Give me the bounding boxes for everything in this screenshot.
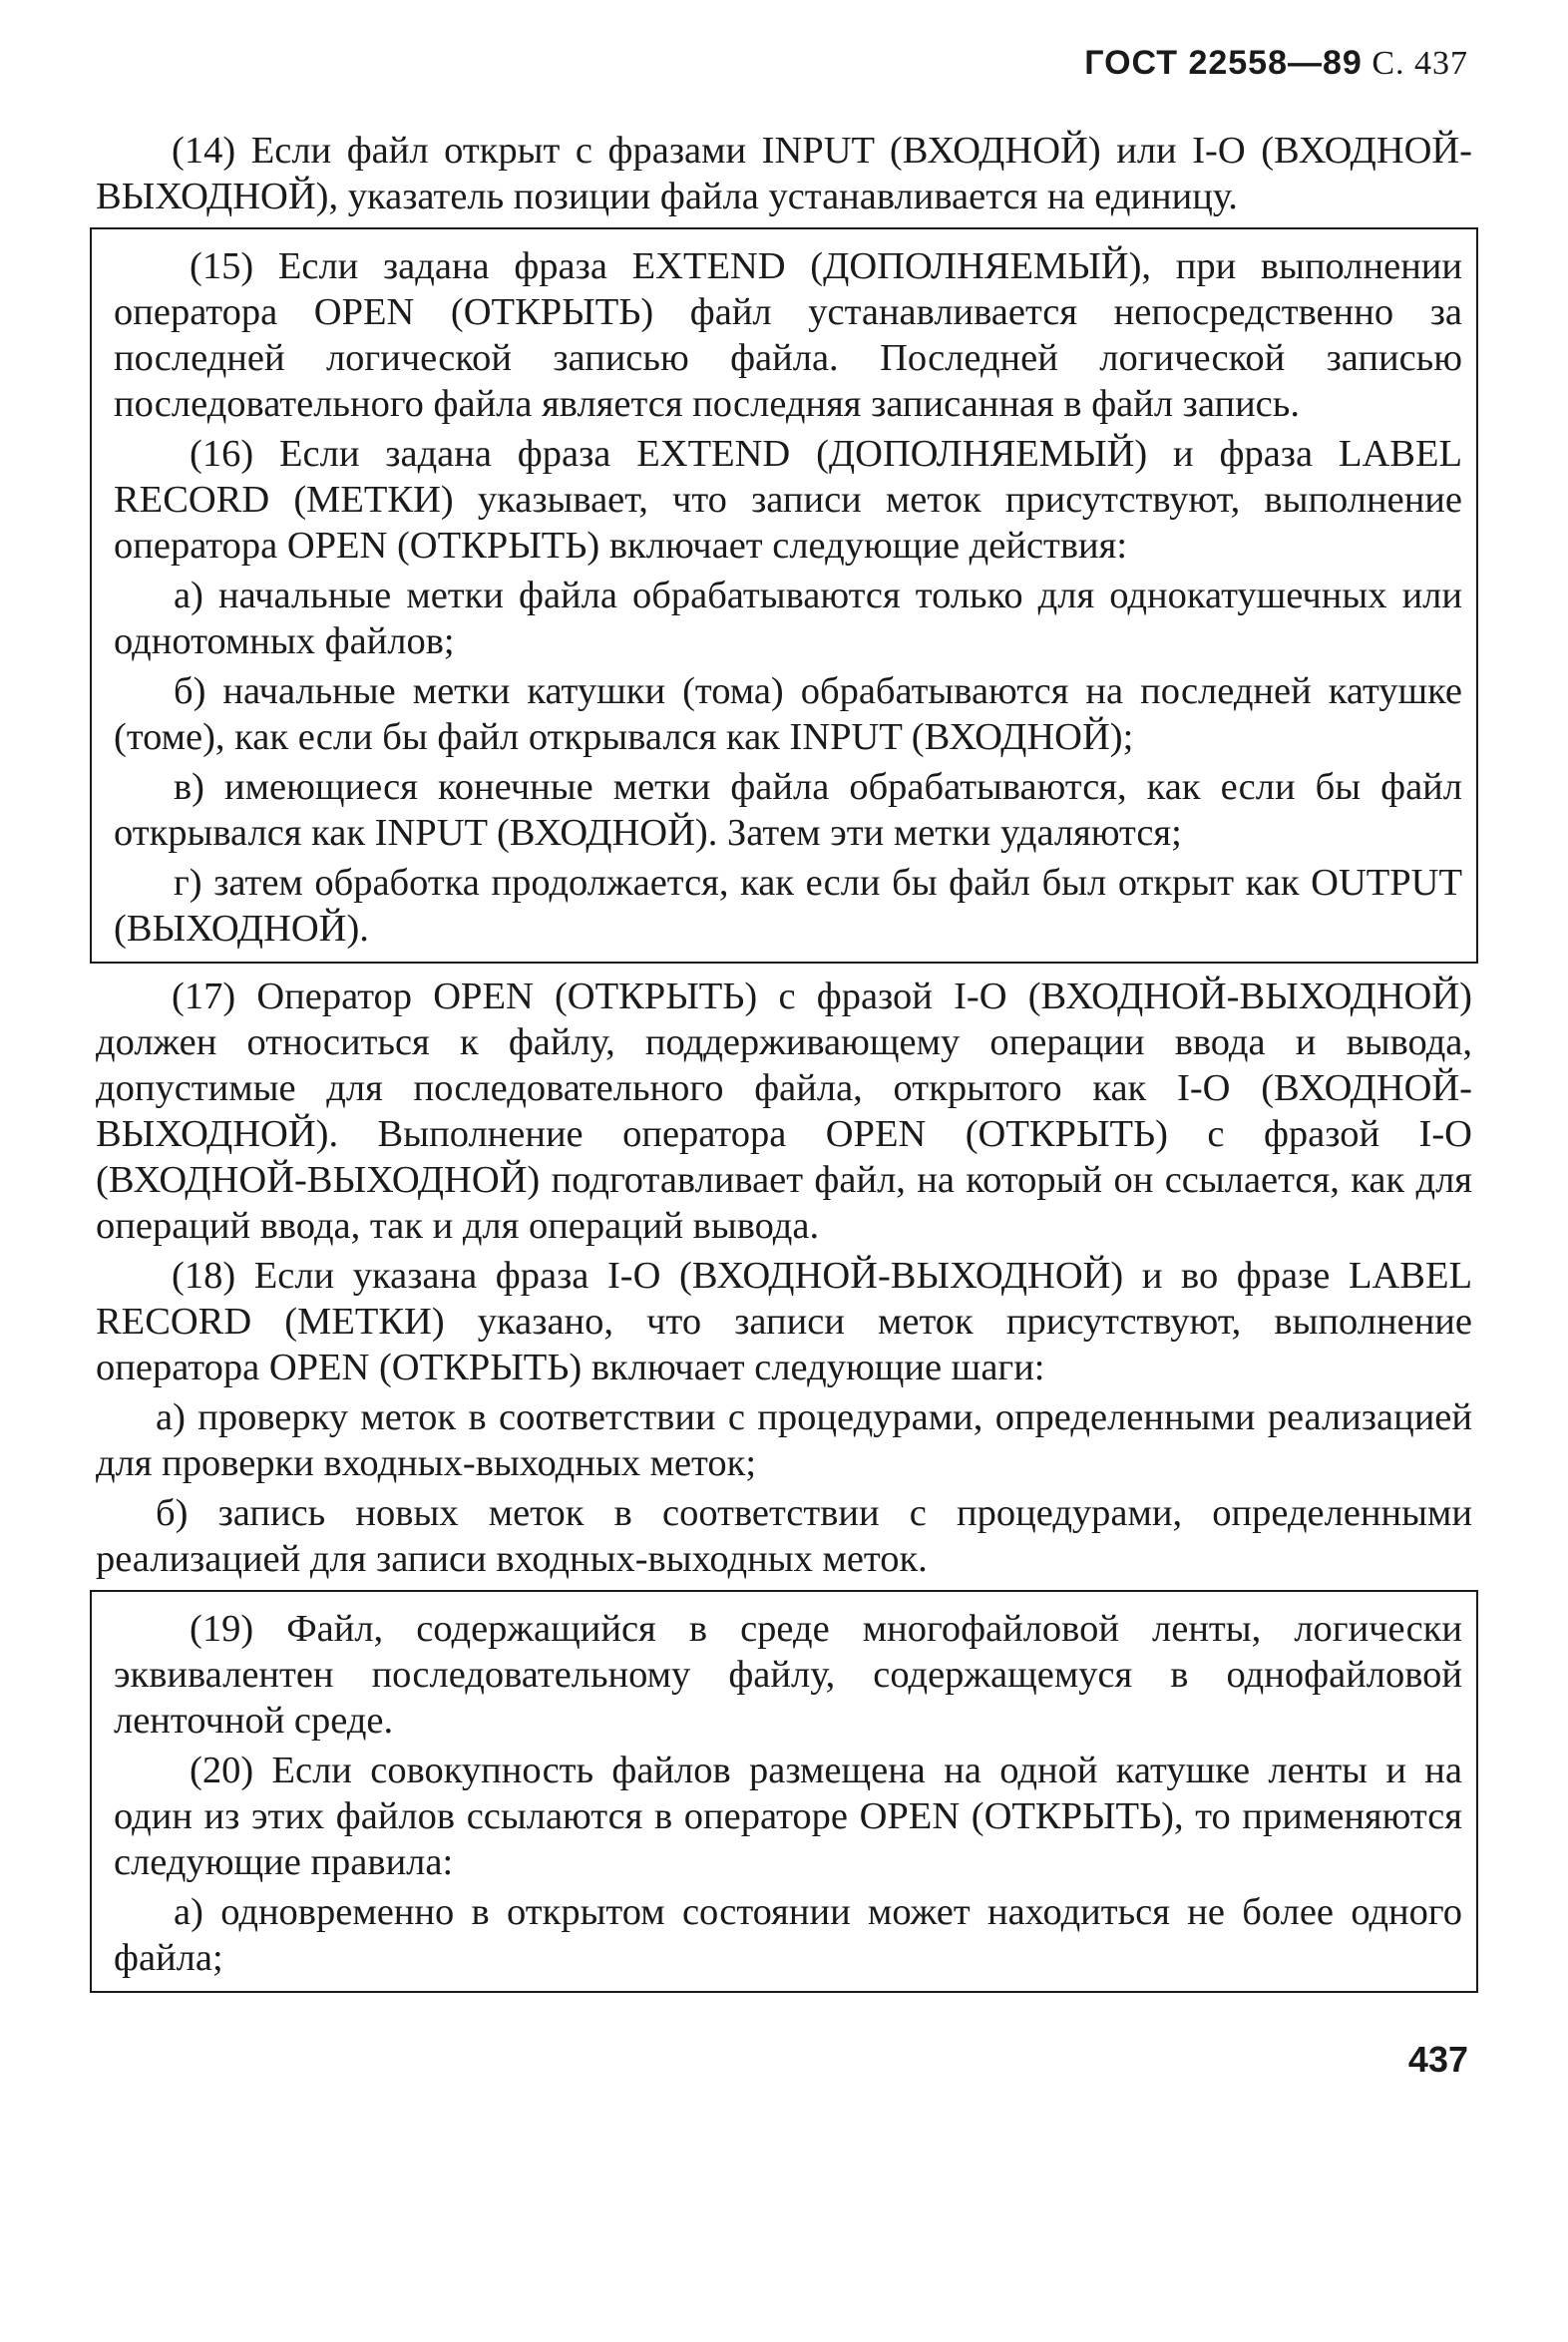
paragraph-16-b: б) начальные метки катушки (тома) обрабатываются на последней катушке (томе), как если бы файл открывался как INPUT (ВХОДНОЙ);	[114, 670, 1462, 758]
paragraph-20: (20) Если совокупность файлов размещена на одной катушке ленты и на один из этих файлов ссылаются в операторе OPEN (ОТКРЫТЬ), то применяются следующие правила:	[114, 1750, 1462, 1883]
paragraph-20-a: а) одновременно в открытом состоянии может находиться не более одного файла;	[114, 1891, 1462, 1979]
paragraph-16-d: г) затем обработка продолжается, как если бы файл был открыт как OUTPUT (ВЫХОДНОЙ).	[114, 862, 1462, 950]
paragraph-17: (17) Оператор OPEN (ОТКРЫТЬ) с фразой I-О (ВХОДНОЙ-ВЫХОДНОЙ) должен относиться к файлу, поддерживающему операции ввода и вывода, допустимые для последовательного файла, открытого как I-О (ВХОДНОЙ-ВЫХОДНОЙ). Выполнение оператора OPEN (ОТКРЫТЬ) с фразой I-О (ВХОДНОЙ-ВЫХОДНОЙ) подготавливает файл, на который он ссылается, как для операций ввода, так и для операций вывода.	[96, 976, 1472, 1247]
paragraph-16-c: в) имеющиеся конечные метки файла обрабатываются, как если бы файл открывался как INPUT (ВХОДНОЙ). Затем эти метки удаляются;	[114, 766, 1462, 854]
page-number: 437	[1407, 2039, 1468, 2080]
paragraph-18-a: а) проверку меток в соответствии с процедурами, определенными реализацией для проверки входных-выходных меток;	[96, 1396, 1472, 1484]
paragraph-18: (18) Если указана фраза I-О (ВХОДНОЙ-ВЫХОДНОЙ) и во фразе LABEL RECORD (МЕТКИ) указано, что записи меток присутствуют, выполнение оператора OPEN (ОТКРЫТЬ) включает следующие шаги:	[96, 1255, 1472, 1388]
boxed-section-15-16	[90, 227, 1478, 964]
paragraph-14: (14) Если файл открыт с фразами INPUT (ВХОДНОЙ) или I-О (ВХОДНОЙ-ВЫХОДНОЙ), указатель позиции файла устанавливается на единицу.	[96, 130, 1472, 217]
paragraph-19: (19) Файл, содержащийся в среде многофайловой ленты, логически эквивалентен последовательному файлу, содержащемуся в однофайловой ленточной среде.	[114, 1608, 1462, 1742]
page-reference: С. 437	[1372, 45, 1468, 82]
paragraph-16: (16) Если задана фраза EXTEND (ДОПОЛНЯЕМЫЙ) и фраза LABEL RECORD (МЕТКИ) указывает, что записи меток присутствуют, выполнение оператора OPEN (ОТКРЫТЬ) включает следующие действия:	[114, 433, 1462, 567]
page-body	[96, 128, 1472, 2003]
paragraph-18-b: б) запись новых меток в соответствии с процедурами, определенными реализацией для записи входных-выходных меток.	[96, 1492, 1472, 1580]
paragraph-16-a: а) начальные метки файла обрабатываются только для однокатушечных или однотомных файлов;	[114, 575, 1462, 662]
page-header	[1084, 44, 1468, 83]
boxed-section-19-20	[90, 1590, 1478, 1993]
paragraph-15: (15) Если задана фраза EXTEND (ДОПОЛНЯЕМЫЙ), при выполнении оператора OPEN (ОТКРЫТЬ) файл устанавливается непосредственно за последней логической записью файла. Последней логической записью последовательного файла является последняя записанная в файл запись.	[114, 245, 1462, 425]
standard-number: ГОСТ 22558—89	[1084, 44, 1363, 82]
